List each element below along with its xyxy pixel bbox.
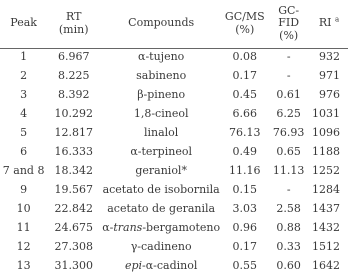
compound-cell: sabineno <box>136 69 187 83</box>
gcms-cell: 11.16 <box>229 164 261 178</box>
table-row <box>0 219 348 238</box>
ri-cell: 1432 <box>312 221 340 235</box>
header-ri-footnote-mark: a <box>334 15 340 24</box>
table-row <box>0 86 348 105</box>
peak-cell: 7 and 8 <box>2 164 45 178</box>
gcfid-cell: 0.60 <box>276 259 301 273</box>
rt-cell: 8.225 <box>57 69 90 83</box>
rt-cell: 6.967 <box>57 50 90 64</box>
table-row <box>0 124 348 143</box>
rt-cell: 16.333 <box>54 145 93 159</box>
gcms-cell: 3.03 <box>232 202 258 216</box>
compound-prefix: α- <box>102 221 114 235</box>
header-row <box>0 0 348 48</box>
ri-cell: 1642 <box>312 259 340 273</box>
header-compounds <box>100 0 222 48</box>
peak-cell: 13 <box>16 259 31 273</box>
header-gcfid <box>267 0 310 48</box>
gcms-cell: 0.55 <box>232 259 258 273</box>
peak-cell: 2 <box>20 69 28 83</box>
gcms-cell: 0.49 <box>232 145 258 159</box>
gcfid-cell: 0.88 <box>276 221 301 235</box>
header-ri <box>310 0 348 48</box>
compound-italic: epi <box>124 259 143 273</box>
peak-cell: 11 <box>16 221 31 235</box>
compound-cell: geraniol* <box>135 164 187 178</box>
peak-cell: 1 <box>20 50 28 64</box>
header-peak-label: Peak <box>10 16 37 30</box>
rt-cell: 31.300 <box>54 259 93 273</box>
compound-cell: acetato de isobornila <box>102 183 220 197</box>
gcfid-cell: 0.61 <box>276 88 301 102</box>
table-row <box>0 105 348 124</box>
gcfid-cell: - <box>286 50 291 64</box>
gcfid-cell: - <box>286 183 291 197</box>
ri-cell: 1512 <box>312 240 340 254</box>
rt-cell: 18.342 <box>54 164 93 178</box>
table-row <box>0 162 348 181</box>
gcms-cell: 76.13 <box>229 126 261 140</box>
ri-cell: 976 <box>319 88 340 102</box>
compound-cell: β-pineno <box>137 88 186 102</box>
gcfid-cell: 0.33 <box>276 240 301 254</box>
rt-cell: 24.675 <box>54 221 93 235</box>
peak-cell: 3 <box>20 88 28 102</box>
gcfid-cell: 0.65 <box>276 145 301 159</box>
header-gcms-line2: (%) <box>235 22 255 36</box>
header-compounds-label: Compounds <box>128 16 195 30</box>
gcms-cell: 0.17 <box>232 240 258 254</box>
ri-cell: 932 <box>319 50 340 64</box>
ri-cell: 1284 <box>312 183 340 197</box>
table-row <box>0 238 348 257</box>
ri-cell: 1252 <box>312 164 340 178</box>
compound-cell: γ-cadineno <box>130 240 192 254</box>
compound-suffix: -α-cadinol <box>142 259 198 273</box>
header-gcfid-line2: (%) <box>279 29 299 43</box>
header-peak <box>0 0 47 48</box>
header-gcms <box>222 0 267 48</box>
header-rt-line2: (min) <box>58 22 89 36</box>
table-body <box>0 48 348 276</box>
gcfid-cell: - <box>286 69 291 83</box>
gcfid-cell: 2.58 <box>276 202 301 216</box>
peak-cell: 12 <box>16 240 31 254</box>
table-row <box>0 257 348 276</box>
ri-cell: 1437 <box>312 202 340 216</box>
compound-cell: acetato de geranila <box>107 202 216 216</box>
peak-cell: 4 <box>20 107 28 121</box>
peak-cell: 9 <box>20 183 28 197</box>
compound-cell: α-tujeno <box>138 50 185 64</box>
table-row <box>0 143 348 162</box>
table-row <box>0 181 348 200</box>
header-ri-label: RI <box>318 16 332 30</box>
compound-italic: trans <box>113 221 143 235</box>
rt-cell: 22.842 <box>54 202 93 216</box>
compound-cell <box>100 257 222 276</box>
peak-cell: 6 <box>20 145 28 159</box>
header-gcfid-line1: GC-FID <box>278 3 300 30</box>
gcms-cell: 0.08 <box>232 50 258 64</box>
compound-cell <box>100 219 222 238</box>
rt-cell: 10.292 <box>54 107 93 121</box>
gcms-cell: 0.15 <box>232 183 258 197</box>
table-header <box>0 0 348 48</box>
rt-cell: 27.308 <box>54 240 93 254</box>
gcms-cell: 0.45 <box>232 88 258 102</box>
compound-suffix: -bergamoteno <box>142 221 221 235</box>
ri-cell: 1031 <box>312 107 340 121</box>
header-rt-line1: RT <box>65 10 82 24</box>
gcfid-cell: 11.13 <box>272 164 305 178</box>
compound-cell: α-terpineol <box>130 145 192 159</box>
table-row <box>0 200 348 219</box>
peak-cell: 5 <box>20 126 28 140</box>
rt-cell: 19.567 <box>54 183 93 197</box>
gcms-cell: 0.96 <box>232 221 258 235</box>
gcfid-cell: 6.25 <box>276 107 301 121</box>
table-row <box>0 67 348 86</box>
ri-cell: 1096 <box>312 126 340 140</box>
ri-cell: 971 <box>319 69 340 83</box>
ri-cell: 1188 <box>312 145 340 159</box>
rt-cell: 12.817 <box>54 126 93 140</box>
gcms-cell: 6.66 <box>232 107 258 121</box>
peak-cell: 10 <box>16 202 31 216</box>
gcfid-cell: 76.93 <box>272 126 305 140</box>
compound-cell: 1,8-cineol <box>133 107 189 121</box>
header-rt <box>47 0 100 48</box>
table-row <box>0 48 348 67</box>
compound-cell: linalol <box>143 126 179 140</box>
rt-cell: 8.392 <box>57 88 90 102</box>
header-gcms-line1: GC/MS <box>224 10 265 24</box>
gcms-cell: 0.17 <box>232 69 258 83</box>
